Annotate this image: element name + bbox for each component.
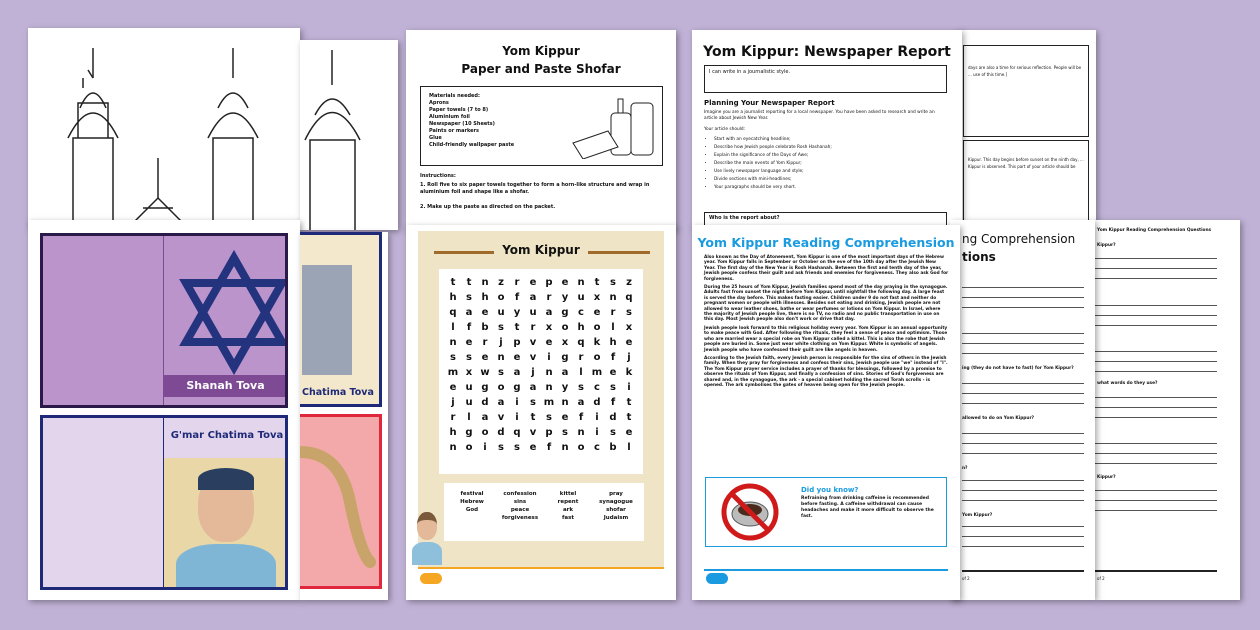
answer-line[interactable] — [1095, 315, 1217, 316]
grid-letter[interactable]: c — [594, 442, 600, 453]
grid-letter[interactable]: t — [626, 397, 632, 408]
newspaper-report-back-page — [955, 30, 1096, 230]
paragraph: Also known as the Day of Atonement, Yom Kippur is one of the most important days of the Hebrew year. Yom Kippur falls in September or October on the eve of the 10th day after the Jewish New Year. The first day of the New Year is Rosh Hashanah. Between the first and tenth day of the year, Jewish people confess their guilt and ask friends and enemies for forgiveness. They also ask God for forgiveness. — [704, 255, 949, 282]
grid-letter[interactable]: n — [481, 277, 489, 288]
shofar-horn-icon — [300, 417, 380, 587]
did-you-know-text: Refraining from drinking caffeine is recommended before fasting. A caffeine withdrawal can cause headaches and make it more difficult to observe the fast. — [801, 496, 934, 519]
grid-letter[interactable]: l — [451, 322, 455, 333]
grid-letter[interactable]: r — [482, 337, 488, 348]
answer-line[interactable] — [1095, 453, 1217, 454]
star-of-david-icon — [179, 250, 288, 375]
material-item: Paints or markers — [429, 128, 479, 134]
grid-letter[interactable]: v — [529, 337, 537, 348]
grid-letter[interactable]: e — [529, 442, 537, 453]
grid-letter[interactable]: j — [627, 352, 631, 363]
word-list-item: synagogue — [599, 499, 633, 505]
page-title: Yom Kippur: Newspaper Report — [703, 44, 951, 60]
grid-letter[interactable]: s — [626, 307, 632, 318]
word-list-item: forgiveness — [501, 515, 539, 521]
grid-letter[interactable]: d — [609, 412, 617, 423]
grid-letter[interactable]: w — [480, 367, 490, 378]
greeting-cards-page-back — [300, 232, 388, 600]
paragraph: According to the Jewish faith, every Jewish person is responsible for the sins of others in the Jewish family. When they pray for forgiveness and confess their sins, Jewish people use "we" instead of "I". The Yom Kippur prayer service includes a prayer of thanks for blessings, followed by a promise to observe the rituals of Yom Kippur, and finally a confession of sins. Stories of God's forgiveness are shared and, in the synagogue, the ark - a special cabinet holding the sacred Torah scrolls - is opened. The ark symbolises the gates of heaven being open for the Jewish people. — [704, 355, 948, 388]
grid-letter[interactable]: e — [561, 412, 569, 423]
grid-letter[interactable]: i — [595, 427, 599, 438]
answer-line[interactable] — [962, 287, 1084, 288]
grid-letter[interactable]: a — [497, 397, 505, 408]
grid-letter[interactable]: i — [483, 442, 487, 453]
grid-letter[interactable]: n — [497, 352, 505, 363]
grid-letter[interactable]: e — [529, 277, 537, 288]
newspaper-report-page — [692, 30, 962, 230]
grid-letter[interactable]: c — [594, 382, 600, 393]
grid-letter[interactable]: h — [481, 292, 489, 303]
grid-letter[interactable]: x — [561, 337, 569, 348]
material-item: Aprons — [429, 100, 449, 106]
instruction-step-2: 2. Make up the paste as directed on the packet. — [420, 204, 556, 210]
paper-shofar-page — [406, 30, 676, 230]
page-title: Yom Kippur — [502, 44, 580, 58]
synagogue-colouring-page-2 — [300, 40, 398, 230]
word-list-item: Hebrew — [460, 499, 484, 505]
grid-letter[interactable]: a — [529, 382, 537, 393]
grid-letter[interactable]: f — [610, 397, 616, 408]
bullet-item: • Use lively newspaper language and style; — [714, 168, 832, 176]
grid-letter[interactable]: s — [610, 277, 616, 288]
grid-letter[interactable]: t — [626, 412, 632, 423]
grid-letter[interactable]: e — [465, 337, 473, 348]
grid-letter[interactable]: n — [545, 382, 553, 393]
grid-letter[interactable]: s — [498, 322, 504, 333]
card-label-banner: Shanah Tova — [163, 375, 288, 397]
grid-letter[interactable]: i — [515, 412, 519, 423]
grid-letter[interactable]: e — [481, 352, 489, 363]
word-list-item: peace — [510, 507, 530, 513]
boy-illustration — [164, 458, 288, 590]
did-you-know-box — [705, 477, 947, 547]
grid-letter[interactable]: g — [561, 352, 569, 363]
bullet-list — [714, 136, 832, 192]
grid-letter[interactable]: f — [610, 352, 616, 363]
boy-avatar — [412, 508, 442, 565]
answer-line[interactable] — [962, 433, 1084, 434]
instructions-heading: Instructions: — [420, 173, 456, 179]
answer-line[interactable] — [962, 453, 1084, 454]
answer-line[interactable] — [1095, 278, 1217, 279]
answer-line[interactable] — [962, 297, 1084, 298]
material-item: Glue — [429, 135, 442, 141]
page-title: Yom Kippur Reading Comprehension — [697, 235, 955, 250]
grid-letter[interactable]: n — [449, 442, 457, 453]
grid-letter[interactable]: s — [466, 352, 472, 363]
grid-letter[interactable]: z — [498, 277, 504, 288]
grid-letter[interactable]: v — [497, 412, 505, 423]
grid-letter[interactable]: p — [513, 337, 521, 348]
bullet-item: • Start with an eyecatching headline; — [714, 136, 832, 144]
answer-line[interactable] — [1095, 305, 1217, 306]
glue-and-paper-towel-icon — [571, 93, 661, 159]
grid-letter[interactable]: p — [545, 277, 553, 288]
word-list-item: pray — [609, 491, 623, 497]
intro-text: Imagine you are a journalist reporting for a local newspaper. You have been asked to research and write an article about Jewish New Year. — [704, 110, 935, 121]
grid-letter[interactable]: j — [499, 337, 503, 348]
back-text: days are also a time for serious reflection. People will be ... use of this time.] — [968, 65, 1082, 77]
materials-list — [429, 100, 514, 149]
bullet-item: • Explain the significance of the Days of Awe; — [714, 152, 832, 160]
answer-line[interactable] — [962, 500, 1084, 501]
word-search-title: Yom Kippur — [502, 243, 580, 257]
answer-line[interactable] — [1095, 325, 1217, 326]
grid-letter[interactable]: f — [546, 442, 552, 453]
answer-line[interactable] — [1095, 490, 1217, 491]
grid-letter[interactable]: o — [497, 292, 505, 303]
questions-title-2: tions — [962, 250, 996, 264]
answer-line[interactable] — [962, 307, 1084, 308]
grid-letter[interactable]: k — [625, 367, 633, 378]
questions-page-2 — [1095, 220, 1240, 600]
twinkl-logo — [706, 573, 728, 584]
answer-line[interactable] — [1095, 463, 1217, 464]
question: Kippur? — [1097, 475, 1116, 480]
word-list — [444, 483, 644, 541]
grid-letter[interactable]: n — [449, 337, 457, 348]
shanah-tova-card — [40, 233, 288, 408]
grid-letter[interactable]: s — [466, 292, 472, 303]
grid-letter[interactable]: b — [609, 442, 617, 453]
grid-letter[interactable]: q — [513, 427, 521, 438]
answer-line[interactable] — [962, 383, 1084, 384]
answer-line[interactable] — [962, 333, 1084, 334]
grid-letter[interactable]: l — [627, 442, 631, 453]
word-list-item: festival — [460, 491, 484, 497]
bullet-item: • Describe the main events of Yom Kippur; — [714, 160, 832, 168]
grid-letter[interactable]: s — [514, 442, 520, 453]
grid-letter[interactable]: d — [497, 427, 505, 438]
page-number: of 2 — [1097, 576, 1105, 581]
letter-grid — [439, 269, 643, 474]
grid-letter[interactable]: f — [578, 412, 584, 423]
grid-letter[interactable]: f — [514, 292, 520, 303]
grid-letter[interactable]: g — [513, 382, 521, 393]
grid-letter[interactable]: l — [467, 412, 471, 423]
answer-line[interactable] — [962, 536, 1084, 537]
question: n? — [962, 466, 968, 471]
instruction-step-1: 1. Roll five to six paper towels together to form a horn-like structure and wrap in aluminium foil and shape like a shofar. — [420, 182, 650, 195]
grid-letter[interactable]: j — [451, 397, 455, 408]
grid-letter[interactable]: g — [561, 307, 569, 318]
answer-line[interactable] — [1095, 510, 1217, 511]
question: Yom Kippur? — [962, 513, 993, 518]
grid-letter[interactable]: n — [561, 397, 569, 408]
grid-letter[interactable]: a — [561, 367, 569, 378]
grid-letter[interactable]: o — [593, 322, 601, 333]
grid-letter[interactable]: h — [577, 322, 585, 333]
answer-line[interactable] — [962, 353, 1084, 354]
grid-letter[interactable]: t — [530, 412, 536, 423]
grid-letter[interactable]: i — [515, 397, 519, 408]
word-list-item: ark — [562, 507, 574, 513]
did-you-know-title: Did you know? — [801, 486, 859, 494]
grid-letter[interactable]: u — [577, 292, 585, 303]
answer-line[interactable] — [962, 490, 1084, 491]
grid-letter[interactable]: r — [578, 352, 584, 363]
grid-letter[interactable]: q — [625, 292, 633, 303]
grid-letter[interactable]: o — [465, 442, 473, 453]
word-list-item: repent — [557, 499, 579, 505]
page-number: of 2 — [962, 576, 970, 581]
grid-letter[interactable]: t — [466, 277, 472, 288]
chatima-tova-card — [300, 232, 382, 407]
grid-letter[interactable]: h — [449, 427, 457, 438]
grid-letter[interactable]: x — [593, 292, 601, 303]
grid-letter[interactable]: u — [529, 307, 537, 318]
next-box-text: Who is the report about? — [709, 215, 780, 221]
grid-letter[interactable]: u — [465, 382, 473, 393]
grid-letter[interactable]: m — [543, 397, 555, 408]
answer-line[interactable] — [962, 393, 1084, 394]
gmar-chatima-tova-card — [40, 415, 288, 590]
bullet-item: • Divide sections with mini-headlines; — [714, 176, 832, 184]
grid-letter[interactable]: i — [627, 382, 631, 393]
answer-line[interactable] — [1095, 443, 1217, 444]
grid-letter[interactable]: e — [545, 337, 553, 348]
grid-letter[interactable]: q — [449, 307, 457, 318]
grid-letter[interactable]: a — [513, 367, 521, 378]
grid-letter[interactable]: o — [497, 382, 505, 393]
grid-letter[interactable]: n — [561, 442, 569, 453]
material-item: Aluminium foil — [429, 114, 470, 120]
grid-letter[interactable]: o — [481, 427, 489, 438]
question: what words do they use? — [1097, 381, 1158, 386]
grid-letter[interactable]: d — [593, 397, 601, 408]
material-item: Child-friendly wallpaper paste — [429, 142, 515, 148]
grid-letter[interactable]: e — [593, 307, 601, 318]
grid-letter[interactable]: p — [545, 427, 553, 438]
no-coffee-icon — [720, 482, 780, 542]
answer-line[interactable] — [962, 443, 1084, 444]
materials-heading: Materials needed: — [429, 93, 481, 99]
grid-letter[interactable]: o — [561, 322, 569, 333]
page-subtitle: Paper and Paste Shofar — [461, 62, 621, 76]
grid-letter[interactable]: a — [529, 292, 537, 303]
word-list-item: sins — [513, 499, 527, 505]
answer-line[interactable] — [962, 403, 1084, 404]
grid-letter[interactable]: u — [465, 397, 473, 408]
grid-letter[interactable]: e — [625, 337, 633, 348]
grid-letter[interactable]: e — [513, 352, 521, 363]
grid-letter[interactable]: x — [465, 367, 473, 378]
grid-letter[interactable]: e — [609, 367, 617, 378]
twinkl-logo — [420, 573, 442, 584]
word-list-item — [448, 515, 496, 521]
reading-comprehension-page — [692, 225, 960, 600]
grid-letter[interactable]: e — [625, 427, 633, 438]
material-item: Paper towels (7 to 8) — [429, 107, 489, 113]
word-list-item: fast — [561, 515, 574, 521]
grid-letter[interactable]: c — [578, 307, 584, 318]
grid-letter[interactable]: n — [545, 367, 553, 378]
grid-letter[interactable]: l — [611, 322, 615, 333]
answer-line[interactable] — [962, 546, 1084, 547]
answer-line[interactable] — [1095, 268, 1217, 269]
questions-header: Yom Kippur Reading Comprehension Questions — [1097, 228, 1212, 233]
grid-letter[interactable]: m — [591, 367, 603, 378]
materials-box — [420, 86, 663, 166]
grid-letter[interactable]: s — [498, 442, 504, 453]
grid-letter[interactable]: f — [466, 322, 472, 333]
should-text: Your article should: — [704, 127, 746, 132]
card-title: G'mar Chatima Tova — [170, 430, 284, 441]
synagogue-colouring-page — [28, 28, 300, 228]
answer-line[interactable] — [1095, 371, 1217, 372]
grid-letter[interactable]: s — [498, 367, 504, 378]
synagogue-illustration — [28, 28, 300, 228]
bullet-item: • Your paragraphs should be very short. — [714, 184, 832, 192]
grid-letter[interactable]: r — [610, 307, 616, 318]
grid-letter[interactable]: y — [561, 382, 569, 393]
question: allowed to do on Yom Kippur? — [962, 416, 1035, 421]
answer-line[interactable] — [1095, 407, 1217, 408]
answer-line[interactable] — [1095, 351, 1217, 352]
grid-letter[interactable]: m — [447, 367, 459, 378]
grid-letter[interactable]: e — [561, 277, 569, 288]
grid-letter[interactable]: l — [579, 367, 583, 378]
grid-letter[interactable]: o — [593, 352, 601, 363]
grid-letter[interactable]: s — [546, 412, 552, 423]
grid-letter[interactable]: i — [547, 352, 551, 363]
answer-line[interactable] — [962, 480, 1084, 481]
questions-page-1 — [950, 220, 1095, 600]
answer-line[interactable] — [1095, 361, 1217, 362]
word-list-item: God — [465, 507, 479, 513]
word-list-item: confession — [503, 491, 537, 497]
grid-letter[interactable]: x — [625, 322, 633, 333]
grid-letter[interactable]: t — [450, 277, 456, 288]
answer-line[interactable] — [1095, 258, 1217, 259]
word-list-item: shofar — [606, 507, 626, 513]
grid-letter[interactable]: r — [514, 277, 520, 288]
answer-line[interactable] — [962, 343, 1084, 344]
back-text: Kippur. This day begins before sunset on the ninth day, ... Kippur is observed. This part of your article should be — [968, 157, 1084, 169]
grid-letter[interactable]: v — [529, 352, 537, 363]
question: Kippur? — [1097, 243, 1116, 248]
grid-letter[interactable]: n — [609, 292, 617, 303]
grid-letter[interactable]: j — [531, 367, 535, 378]
reading-text — [704, 255, 949, 391]
learning-objective: I can write in a journalistic style. — [709, 69, 791, 75]
question: ing (they do not have to fast) for Yom Kippur? — [962, 366, 1074, 371]
word-list-item: Judaism — [603, 515, 629, 521]
paragraph: During the 25 hours of Yom Kippur, Jewish families spend most of the day praying in the synagogue. Adults fast from sunset the night before Yom Kippur, until nightfall the following day. A large feast is served the day before. This makes fasting easier. Children under 9 do not fast and neither do pregnant women or people with illnesses. Besides not eating and drinking, Jewish people are not allowed to wear leather shoes, bathe or wear perfumes or lotions on Yom Kippur. In Israel, where the majority of Jewish people live, there is no TV, no radio and no public transportation in use on this day. Most Jewish people also don't work or drive that day. — [704, 285, 948, 323]
planning-heading: Planning Your Newspaper Report — [704, 99, 835, 107]
grid-letter[interactable]: s — [610, 427, 616, 438]
questions-title: ng Comprehension — [962, 232, 1076, 246]
grid-letter[interactable]: k — [593, 337, 601, 348]
grid-letter[interactable]: g — [481, 382, 489, 393]
grid-letter[interactable]: h — [449, 292, 457, 303]
answer-line[interactable] — [1095, 417, 1217, 418]
grid-letter[interactable]: r — [546, 292, 552, 303]
grid-letter[interactable]: n — [577, 277, 585, 288]
greeting-cards-page — [28, 220, 300, 600]
card-title: Chatima Tova — [302, 387, 374, 398]
grid-letter[interactable]: e — [481, 307, 489, 318]
synagogue-illustration — [300, 40, 398, 230]
grid-letter[interactable]: t — [514, 322, 520, 333]
answer-line[interactable] — [1095, 500, 1217, 501]
grid-letter[interactable]: e — [449, 382, 457, 393]
grid-letter[interactable]: n — [577, 427, 585, 438]
grid-letter[interactable]: s — [530, 397, 536, 408]
grid-letter[interactable]: z — [626, 277, 632, 288]
grid-letter[interactable]: d — [481, 397, 489, 408]
answer-line[interactable] — [962, 526, 1084, 527]
grid-letter[interactable]: a — [545, 307, 553, 318]
answer-line[interactable] — [1095, 397, 1217, 398]
grid-letter[interactable]: s — [578, 382, 584, 393]
grid-letter[interactable]: h — [609, 337, 617, 348]
grid-letter[interactable]: q — [577, 337, 585, 348]
bullet-item: • Describe how Jewish people celebrate Rosh Hashanah; — [714, 144, 832, 152]
grid-letter[interactable]: a — [465, 307, 473, 318]
grid-letter[interactable]: y — [561, 292, 569, 303]
paragraph: Jewish people look forward to this religious holiday every year. Yom Kippur is an annual opportunity to make peace with God. After following the rituals, they feel a sense of peace and optimism. Those who are married wear a special robe on Yom Kippur called a kittel. This is also the robe that Jewish people are buried in. Some just wear white clothing on Yom Kippur. White is symbolic of angels. Jewish people who have confessed their guilt are like angels in heaven. — [704, 325, 948, 353]
grid-letter[interactable]: r — [450, 412, 456, 423]
word-list-item: kittel — [559, 491, 577, 497]
grid-letter[interactable]: s — [562, 427, 568, 438]
grid-letter[interactable]: r — [530, 322, 536, 333]
shofar-card — [300, 414, 382, 589]
grid-letter[interactable]: s — [610, 382, 616, 393]
grid-letter[interactable]: g — [465, 427, 473, 438]
word-search-page — [406, 225, 676, 600]
grid-letter[interactable]: a — [481, 412, 489, 423]
grid-letter[interactable]: x — [545, 322, 553, 333]
grid-letter[interactable]: y — [513, 307, 521, 318]
grid-letter[interactable]: t — [594, 277, 600, 288]
grid-letter[interactable]: o — [577, 442, 585, 453]
grid-letter[interactable]: i — [595, 412, 599, 423]
material-item: Newspaper (10 Sheets) — [429, 121, 495, 127]
grid-letter[interactable]: s — [450, 352, 456, 363]
grid-letter[interactable]: b — [481, 322, 489, 333]
grid-letter[interactable]: v — [529, 427, 537, 438]
grid-letter[interactable]: a — [577, 397, 585, 408]
grid-letter[interactable]: u — [497, 307, 505, 318]
